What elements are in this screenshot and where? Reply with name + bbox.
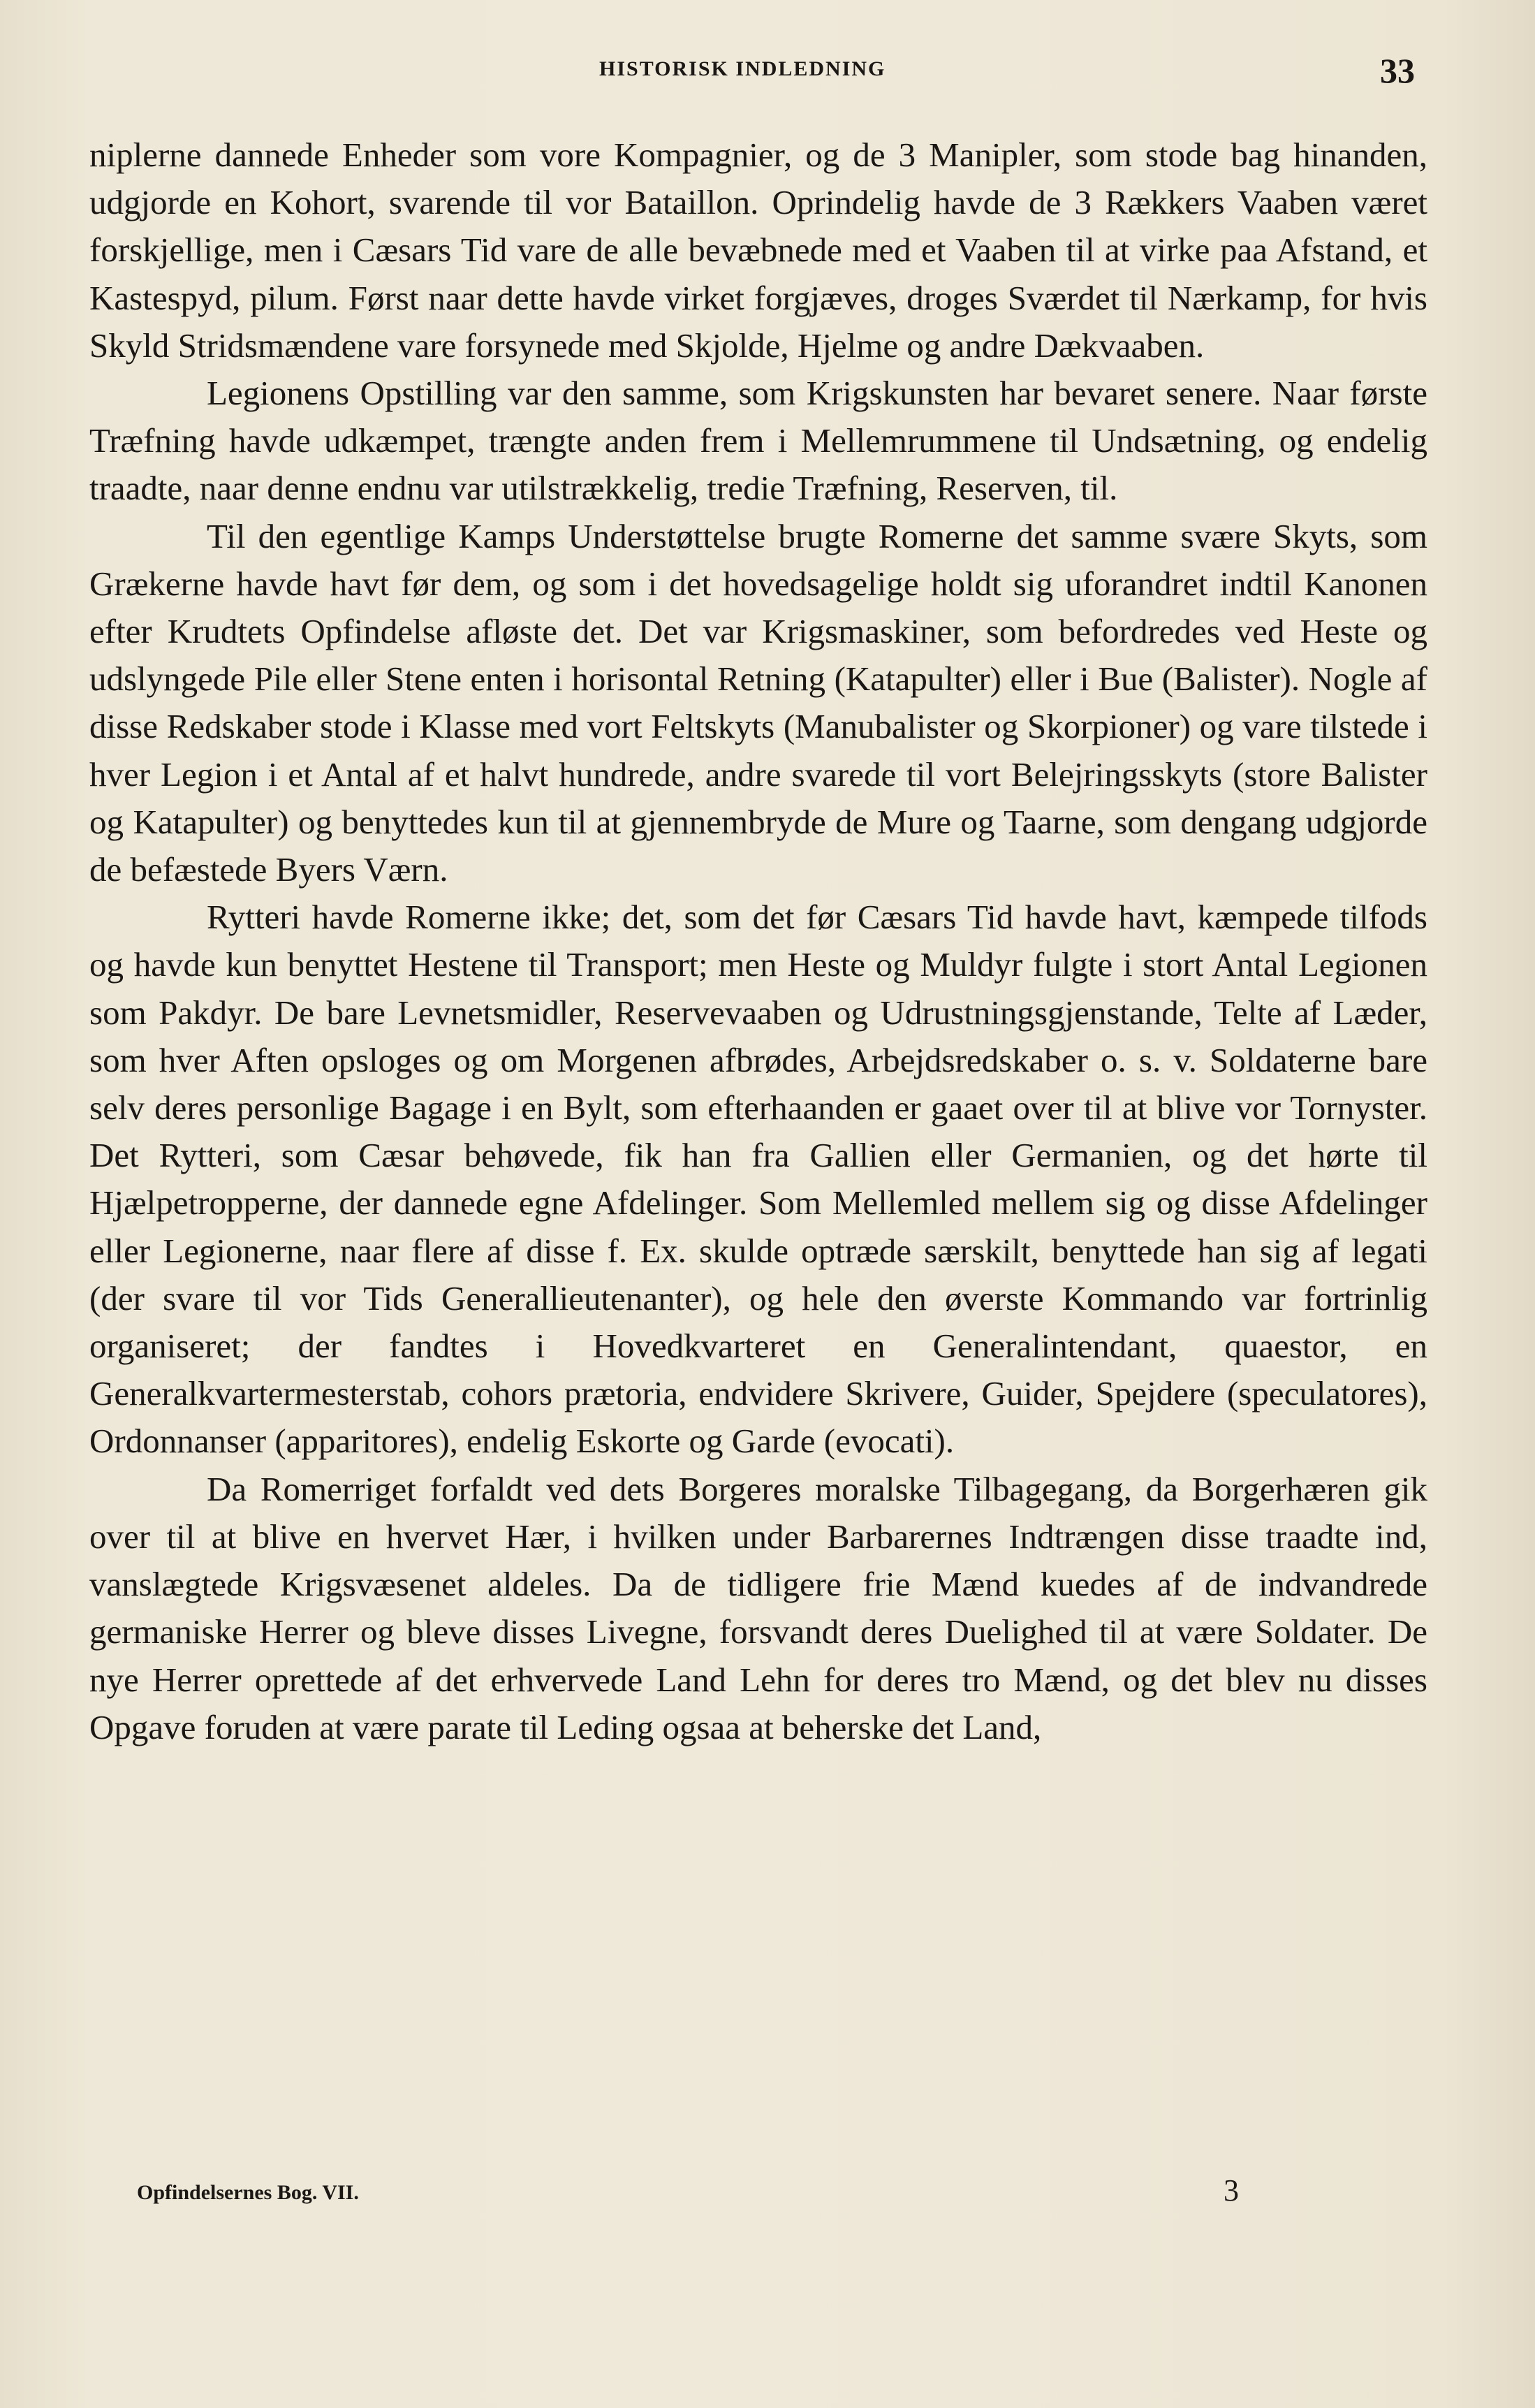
paragraph-legion-formation: Legionens Opstilling var den samme, som Krigskunsten har bevaret senere. Naar første Træfning havde udkæmpet, trængte anden frem i Mellemrummene til Undsætning, og endelig traadte, naar denne endnu var utilstrækkelig, tredie Træfning, Reserven, til. [89,374,1427,508]
paragraph-continued: niplerne dannede Enheder som vore Kompagnier, og de 3 Manipler, som stode bag hinanden, udgjorde en Kohort, svarende til vor Bataillon. Oprindelig havde de 3 Rækkers Vaaben været forskjellige, men i Cæsars Tid vare de alle bevæbnede med et Vaaben til at virke paa Afstand, et Kastespyd, pilum. Først naar dette havde virket forgjæves, droges Sværdet til Nærkamp, for hvis Skyld Stridsmændene vare forsynede med Skjolde, Hjelme og andre Dækvaaben. [89,136,1427,365]
page-footer [0,2173,1535,2214]
page-number: 33 [1380,51,1415,90]
signature-mark: 3 [1224,2173,1239,2208]
paragraph-decline: Da Romerriget forfaldt ved dets Borgeres moralske Tilbagegang, da Borgerhæren gik over til at blive en hvervet Hær, i hvilken under Barbarernes Indtrængen disse traadte ind, vanslægtede Krigsvæsenet aldeles. Da de tidligere frie Mænd kuedes af de indvandrede germaniske Herrer og bleve disses Livegne, forsvandt deres Duelighed til at være Soldater. De nye Herrer oprettede af det erhvervede Land Lehn for deres tro Mænd, og det blev nu disses Opgave foruden at være parate til Leding ogsaa at beherske det Land, [89,1469,1427,1746]
paragraph-artillery: Til den egentlige Kamps Understøttelse brugte Romerne det samme svære Skyts, som Grækerne havde havt før dem, og som i det hovedsagelige holdt sig uforandret indtil Kanonen efter Krudtets Opfindelse afløste det. Det var Krigsmaskiner, som befordredes ved Heste og udslyngede Pile eller Stene enten i horisontal Retning (Katapulter) eller i Bue (Balister). Nogle af disse Redskaber stode i Klasse med vort Feltskyts (Manubalister og Skorpioner) og vare tilstede i hver Legion i et Antal af et halvt hundrede, andre svarede til vort Belejringsskyts (store Balister og Katapulter) og benyttedes kun til at gjennembryde de Mure og Taarne, som dengang udgjorde de befæstede Byers Værn. [89,516,1427,889]
running-header [0,50,1535,92]
body-text [89,131,1427,1751]
running-title: HISTORISK INDLEDNING [599,57,886,80]
signature-line: Opfindelsernes Bog. VII. [137,2181,359,2204]
paragraph-cavalry: Rytteri havde Romerne ikke; det, som det før Cæsars Tid havde havt, kæmpede tilfods og havde kun benyttet Hestene til Transport; men Heste og Muldyr fulgte i stort Antal Legionen som Pakdyr. De bare Levnetsmidler, Reservevaaben og Udrustningsgjenstande, Telte af Læder, som hver Aften opsloges og om Morgenen afbrødes, Arbejdsredskaber o. s. v. Soldaterne bare selv deres personlige Bagage i en Bylt, som efterhaanden er gaaet over til at blive vor Tornyster. Det Rytteri, som Cæsar behøvede, fik han fra Gallien eller Germanien, og det hørte til Hjælpetropperne, der dannede egne Afdelinger. Som Mellemled mellem sig og disse Afdelinger eller Legionerne, naar flere af disse f. Ex. skulde optræde særskilt, benyttede han sig af legati (der svare til vor Tids Generallieutenanter), og hele den øverste Kommando var fortrinlig organiseret; der fandtes i Hovedkvarteret en Generalintendant, quaestor, en Generalkvartermesterstab, cohors prætoria, endvidere Skrivere, Guider, Spejdere (speculatores), Ordonnanser (apparitores), endelig Eskorte og Garde (evocati). [89,898,1427,1461]
